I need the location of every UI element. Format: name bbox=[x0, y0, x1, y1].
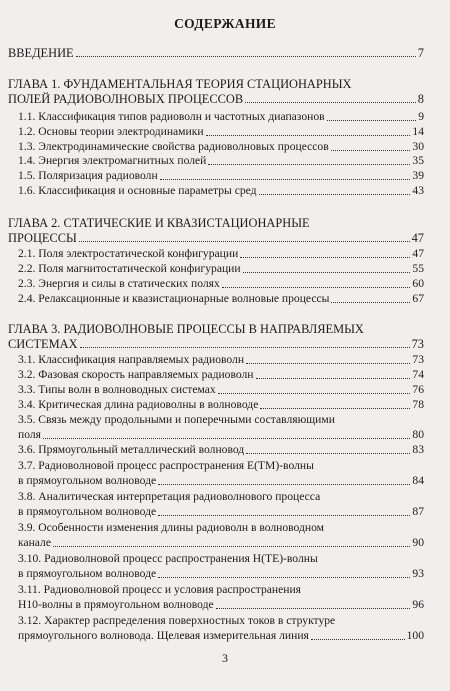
chapter-2-heading-line1: ГЛАВА 2. СТАТИЧЕСКИЕ И КВАЗИСТАЦИОНАРНЫЕ bbox=[8, 216, 310, 230]
leader-dots bbox=[79, 241, 410, 242]
leader-dots bbox=[246, 453, 410, 454]
leader-dots bbox=[311, 639, 405, 640]
toc-entry-3-12[interactable] bbox=[18, 629, 424, 643]
toc-entry-2-2[interactable] bbox=[18, 262, 424, 276]
toc-entry-3-7[interactable] bbox=[18, 474, 424, 488]
toc-entry-1-2[interactable] bbox=[18, 125, 424, 139]
toc-entry-chapter-3[interactable] bbox=[8, 337, 424, 351]
toc-entry-3-8[interactable] bbox=[18, 505, 424, 519]
toc-entry-page: 80 bbox=[412, 428, 424, 441]
page-number: 3 bbox=[222, 651, 228, 665]
toc-entry-page: 8 bbox=[417, 92, 424, 106]
toc-entry-page: 73 bbox=[412, 353, 424, 366]
toc-entry-label: в прямоугольном волноводе bbox=[18, 505, 157, 518]
toc-entry-label: 1.2. Основы теории электродинамики bbox=[18, 125, 204, 138]
leader-dots bbox=[208, 164, 410, 165]
toc-entry-page: 96 bbox=[412, 598, 424, 611]
toc-entry-label: 3.3. Типы волн в волноводных системах bbox=[18, 383, 216, 396]
toc-entry-label: 1.3. Электродинамические свойства радиоволновых процессов bbox=[18, 140, 329, 153]
toc-title: СОДЕРЖАНИЕ bbox=[174, 16, 276, 31]
toc-entry-label: 2.2. Поля магнитостатической конфигурации bbox=[18, 262, 241, 275]
leader-dots bbox=[76, 56, 416, 57]
toc-entry-page: 7 bbox=[417, 46, 424, 60]
toc-entry-page: 93 bbox=[412, 567, 424, 580]
toc-entry-3-4[interactable] bbox=[18, 398, 424, 412]
toc-entry-page: 30 bbox=[412, 140, 424, 153]
toc-entry-chapter-2[interactable] bbox=[8, 231, 424, 245]
toc-entry-page: 9 bbox=[418, 110, 424, 123]
leader-dots bbox=[243, 272, 411, 273]
leader-dots bbox=[222, 287, 411, 288]
toc-entry-1-6[interactable] bbox=[18, 184, 424, 198]
toc-entry-page: 78 bbox=[412, 398, 424, 411]
leader-dots bbox=[331, 302, 410, 303]
toc-entry-label: 3.1. Классификация направляемых радиоволн bbox=[18, 353, 245, 366]
toc-entry-label: 2.3. Энергия и силы в статических полях bbox=[18, 277, 220, 290]
toc-entry-label: 1.1. Классификация типов радиоволн и частотных диапазонов bbox=[18, 110, 325, 123]
leader-dots bbox=[256, 378, 411, 379]
toc-entry-label: канале bbox=[18, 536, 51, 549]
toc-entry-page: 35 bbox=[412, 154, 424, 167]
toc-entry-3-8-line1: 3.8. Аналитическая интерпретация радиоволнового процесса bbox=[18, 490, 321, 503]
toc-entry-3-2[interactable] bbox=[18, 368, 424, 382]
toc-entry-page: 87 bbox=[412, 505, 424, 518]
leader-dots bbox=[327, 120, 417, 121]
toc-entry-label: 2.4. Релаксационные и квазистационарные волновые процессы bbox=[18, 292, 330, 305]
toc-entry-label: H10-волны в прямоугольном волноводе bbox=[18, 598, 214, 611]
leader-dots bbox=[160, 179, 411, 180]
toc-entry-page: 84 bbox=[412, 474, 424, 487]
toc-entry-label: ПРОЦЕССЫ bbox=[8, 231, 77, 245]
toc-entry-page: 14 bbox=[412, 125, 424, 138]
toc-entry-label: прямоугольного волновода. Щелевая измерительная линия bbox=[18, 629, 309, 642]
toc-entry-3-5[interactable] bbox=[18, 428, 424, 442]
toc-entry-page: 83 bbox=[412, 443, 424, 456]
toc-entry-page: 39 bbox=[412, 169, 424, 182]
leader-dots bbox=[216, 608, 411, 609]
toc-entry-2-3[interactable] bbox=[18, 277, 424, 291]
leader-dots bbox=[240, 257, 410, 258]
chapter-1-heading-line1: ГЛАВА 1. ФУНДАМЕНТАЛЬНАЯ ТЕОРИЯ СТАЦИОНАРНЫХ bbox=[8, 77, 352, 91]
toc-entry-label: в прямоугольном волноводе bbox=[18, 567, 157, 580]
toc-entry-page: 74 bbox=[412, 368, 424, 381]
toc-entry-label: 1.6. Классификация и основные параметры сред bbox=[18, 184, 257, 197]
toc-entry-label: 1.5. Поляризация радиоволн bbox=[18, 169, 158, 182]
toc-entry-2-4[interactable] bbox=[18, 292, 424, 306]
leader-dots bbox=[260, 408, 410, 409]
toc-entry-3-1[interactable] bbox=[18, 353, 424, 367]
toc-entry-3-10-line1: 3.10. Радиоволновой процесс распространения H(TE)-волны bbox=[18, 552, 318, 565]
toc-entry-3-11-line1: 3.11. Радиоволновой процесс и условия распространения bbox=[18, 583, 301, 596]
toc-entry-label: поля bbox=[18, 428, 41, 441]
toc-entry-page: 90 bbox=[412, 536, 424, 549]
toc-entry-page: 73 bbox=[411, 337, 424, 351]
toc-entry-page: 47 bbox=[412, 247, 424, 260]
leader-dots bbox=[206, 135, 411, 136]
leader-dots bbox=[43, 438, 410, 439]
toc-entry-page: 60 bbox=[412, 277, 424, 290]
leader-dots bbox=[158, 484, 410, 485]
toc-entry-label: 3.6. Прямоугольный металлический волновод bbox=[18, 443, 245, 456]
toc-entry-3-12-line1: 3.12. Характер распределения поверхностных токов в структуре bbox=[18, 614, 336, 627]
toc-entry-chapter-1[interactable] bbox=[8, 92, 424, 106]
toc-entry-page: 100 bbox=[406, 629, 424, 642]
toc-entry-1-4[interactable] bbox=[18, 154, 424, 168]
leader-dots bbox=[218, 393, 411, 394]
toc-entry-label: 3.2. Фазовая скорость направляемых радиоволн bbox=[18, 368, 254, 381]
toc-entry-3-6[interactable] bbox=[18, 443, 424, 457]
leader-dots bbox=[245, 102, 416, 103]
toc-entry-label: 2.1. Поля электростатической конфигурации bbox=[18, 247, 239, 260]
toc-entry-1-3[interactable] bbox=[18, 140, 424, 154]
toc-entry-label: ПОЛЕЙ РАДИОВОЛНОВЫХ ПРОЦЕССОВ bbox=[8, 92, 244, 106]
toc-entry-1-5[interactable] bbox=[18, 169, 424, 183]
toc-entry-3-7-line1: 3.7. Радиоволновой процесс распространения E(TM)-волны bbox=[18, 459, 314, 472]
leader-dots bbox=[259, 194, 411, 195]
toc-entry-intro[interactable] bbox=[8, 46, 424, 60]
leader-dots bbox=[158, 577, 410, 578]
leader-dots bbox=[246, 363, 410, 364]
toc-entry-page: 47 bbox=[411, 231, 424, 245]
toc-entry-page: 67 bbox=[412, 292, 424, 305]
toc-entry-label: в прямоугольном волноводе bbox=[18, 474, 157, 487]
toc-entry-page: 76 bbox=[412, 383, 424, 396]
toc-entry-1-1[interactable] bbox=[18, 110, 424, 124]
toc-entry-page: 55 bbox=[412, 262, 424, 275]
toc-entry-label: 3.4. Критическая длина радиоволны в волноводе bbox=[18, 398, 259, 411]
toc-entry-2-1[interactable] bbox=[18, 247, 424, 261]
toc-entry-page: 43 bbox=[412, 184, 424, 197]
toc-entry-3-3[interactable] bbox=[18, 383, 424, 397]
leader-dots bbox=[53, 546, 410, 547]
toc-entry-3-9[interactable] bbox=[18, 536, 424, 550]
toc-entry-3-5-line1: 3.5. Связь между продольными и поперечными составляющими bbox=[18, 413, 335, 426]
toc-entry-3-9-line1: 3.9. Особенности изменения длины радиоволн в волноводном bbox=[18, 521, 325, 534]
toc-entry-label: 1.4. Энергия электромагнитных полей bbox=[18, 154, 207, 167]
toc-entry-3-11[interactable] bbox=[18, 598, 424, 612]
leader-dots bbox=[331, 150, 411, 151]
chapter-3-heading-line1: ГЛАВА 3. РАДИОВОЛНОВЫЕ ПРОЦЕССЫ В НАПРАВЛЯЕМЫХ bbox=[8, 322, 364, 336]
leader-dots bbox=[158, 515, 410, 516]
toc-entry-3-10[interactable] bbox=[18, 567, 424, 581]
leader-dots bbox=[80, 347, 410, 348]
toc-entry-label: СИСТЕМАХ bbox=[8, 337, 78, 351]
toc-entry-label: ВВЕДЕНИЕ bbox=[8, 46, 74, 60]
